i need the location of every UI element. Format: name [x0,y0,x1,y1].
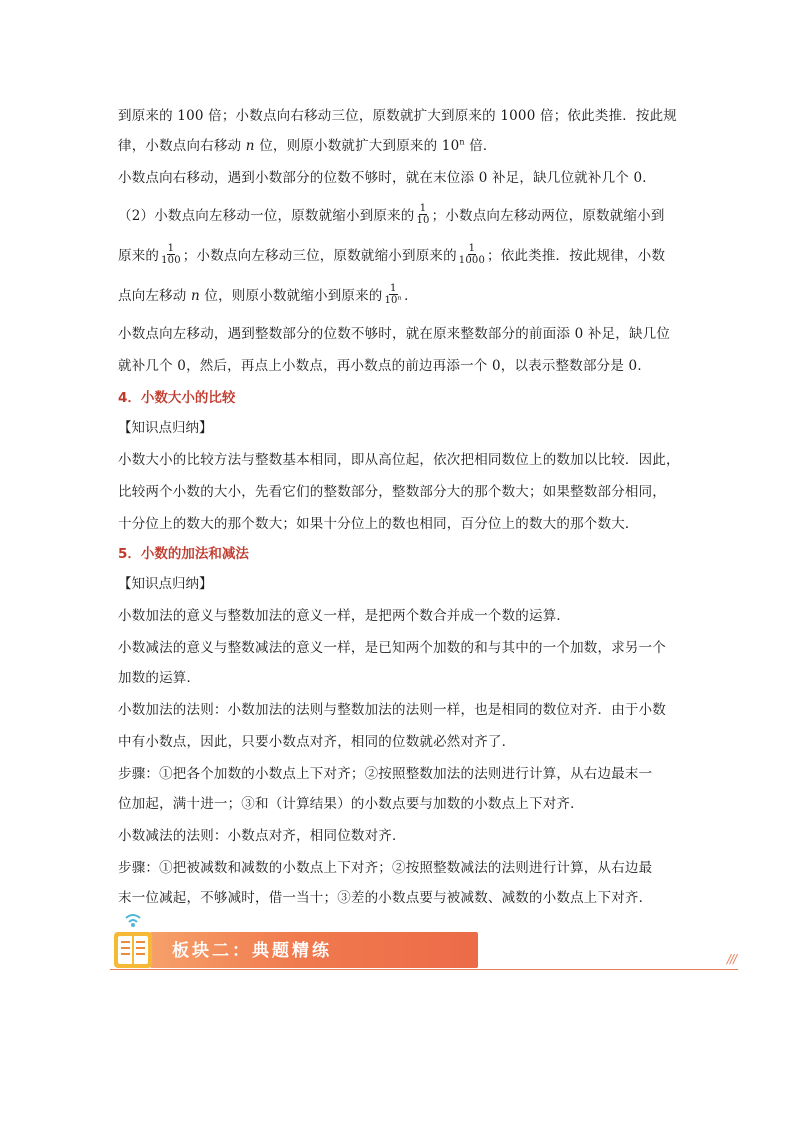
text-span: ；小数点向左移动三位，原数就缩小到原来的 [182,248,457,264]
paragraph-line: 小数加法的意义与整数加法的意义一样，是把两个数合并成一个数的运算． [118,608,571,624]
text-span: ；小数点向左移动两位，原数就缩小到 [431,208,665,224]
paragraph-line: 步骤：①把各个加数的小数点上下对齐；②按照整数加法的法则进行计算，从右边最末一 [118,766,653,782]
paragraph-line: 末一位减起，不够减时，借一当十；③差的小数点要与被减数、减数的小数点上下对齐． [118,890,653,906]
text-span: 位，则原小数就扩大到原来的 10 [254,138,460,154]
fraction-denominator: 1000 [458,255,486,266]
open-book-icon [110,910,156,970]
decorative-slashes: /// [726,952,736,966]
text-span: 律，小数点向右移动 [118,138,246,154]
fraction-numerator: 1 [167,243,175,254]
paragraph-line [118,204,665,228]
fraction-denominator: 10ⁿ [384,295,403,306]
exponent: n [459,137,465,147]
section-heading: 5．小数的加法和减法 [118,546,249,562]
variable-n: n [245,138,255,154]
paragraph-line: 加数的运算． [118,670,201,686]
text-span: 倍． [464,138,497,154]
variable-n: n [191,288,200,304]
fraction-denominator: 100 [161,255,181,266]
paragraph-line [118,134,497,154]
text-span: 点向左移动 [118,288,191,304]
fraction [458,243,486,266]
section-heading: 4．小数大小的比较 [118,390,236,406]
paragraph-line: 到原来的 100 倍；小数点向右移动三位，原数就扩大到原来的 1000 倍；依此类推．按此规 [118,108,677,124]
paragraph-line: 就补几个 0，然后，再点上小数点，再小数点的前边再添一个 0，以表示整数部分是 0． [118,358,652,374]
knowledge-label: 【知识点归纳】 [118,576,213,592]
paragraph-line: 小数点向左移动，遇到整数部分的位数不够时，就在原来整数部分的前面添 0 补足，缺几位 [118,326,671,342]
text-span: 原来的 [118,248,160,264]
paragraph-line: 位加起，满十进一；③和（计算结果）的小数点要与加数的小数点上下对齐． [118,796,584,812]
paragraph-line: 小数减法的意义与整数减法的意义一样，是已知两个加数的和与其中的一个加数，求另一个 [118,640,666,656]
fraction [416,203,431,226]
fraction-denominator: 10 [416,215,430,226]
knowledge-label: 【知识点归纳】 [118,420,213,436]
fraction [384,283,404,306]
text-span: 位，则原小数就缩小到原来的 [199,288,383,304]
text-span: （2）小数点向左移动一位，原数就缩小到原来的 [118,208,415,224]
paragraph-line: 小数加法的法则：小数加法的法则与整数加法的法则一样，也是相同的数位对齐．由于小数 [118,702,666,718]
fraction-numerator: 1 [390,283,397,294]
fraction-numerator: 1 [468,243,476,254]
fraction [160,243,182,266]
paragraph-line: 小数减法的法则：小数点对齐，相同位数对齐． [118,828,406,844]
banner-title: 板块二：典题精练 [172,941,332,961]
paragraph-line: 中有小数点，因此，只要小数点对齐，相同的位数就必然对齐了． [118,734,516,750]
paragraph-line: 步骤：①把被减数和减数的小数点上下对齐；②按照整数减法的法则进行计算，从右边最 [118,860,653,876]
paragraph-line: 十分位上的数大的那个数大；如果十分位上的数也相同，百分位上的数大的那个数大． [118,516,639,532]
banner-rule [110,969,738,970]
section-banner [110,926,738,972]
paragraph-line: 小数大小的比较方法与整数基本相同，即从高位起，依次把相同数位上的数加以比较．因此， [118,452,680,468]
text-span: ． [404,288,418,304]
paragraph-line [118,244,665,268]
fraction-numerator: 1 [419,203,427,214]
paragraph-line: 比较两个小数的大小，先看它们的整数部分，整数部分大的那个数大；如果整数部分相同， [118,484,666,500]
paragraph-line [118,284,418,308]
text-span: ；依此类推．按此规律，小数 [487,248,666,264]
paragraph-line: 小数点向右移动，遇到小数部分的位数不够时，就在末位添 0 补足，缺几位就补几个 0． [118,170,656,186]
